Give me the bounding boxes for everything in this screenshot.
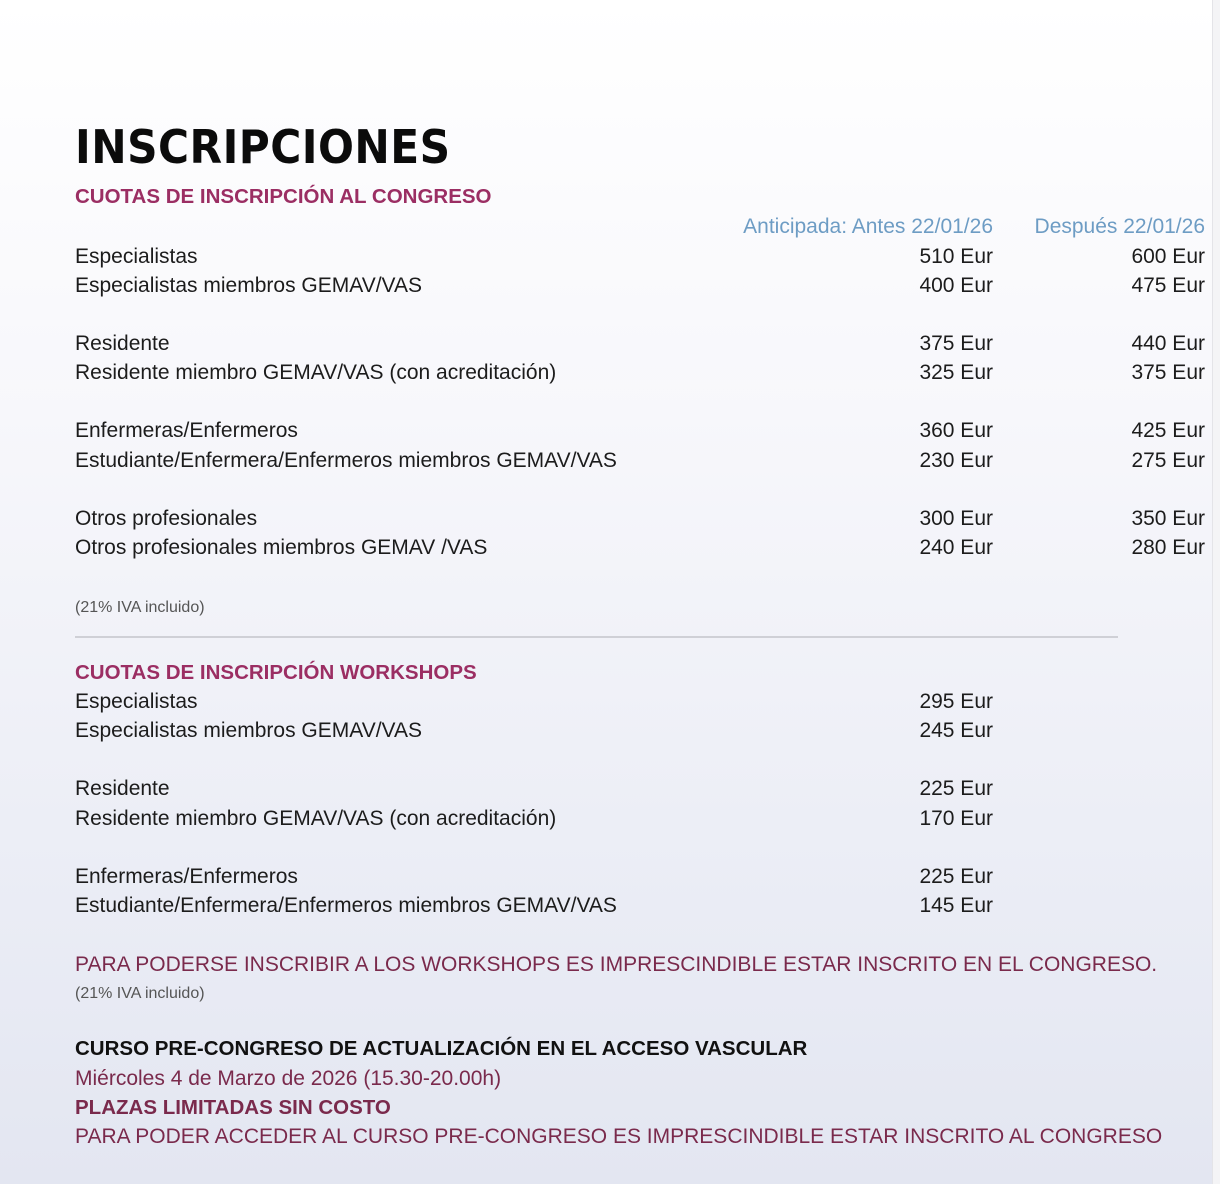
late-price: 600 Eur: [1131, 244, 1205, 268]
table-row: [75, 688, 1205, 717]
table-row: [75, 717, 1205, 746]
row-label: Residente: [75, 777, 170, 801]
workshop-fees-title: CUOTAS DE INSCRIPCIÓN WORKSHOPS: [75, 660, 477, 684]
row-label: Estudiante/Enfermera/Enfermeros miembros GEMAV/VAS: [75, 894, 617, 918]
workshop-price: 145 Eur: [919, 894, 993, 918]
row-label: Especialistas miembros GEMAV/VAS: [75, 719, 422, 743]
row-label: Enfermeras/Enfermeros: [75, 419, 298, 443]
table-row: [75, 329, 1205, 358]
page-edge: [1212, 0, 1220, 1184]
early-column-header: Anticipada: Antes 22/01/26: [743, 215, 993, 238]
page-title: INSCRIPCIONES: [75, 120, 451, 174]
late-price: 375 Eur: [1131, 361, 1205, 385]
workshop-price: 225 Eur: [919, 777, 993, 801]
early-price: 360 Eur: [919, 419, 993, 443]
table-row: [75, 446, 1205, 475]
late-price: 350 Eur: [1131, 506, 1205, 530]
late-price: 275 Eur: [1131, 448, 1205, 472]
early-price: 375 Eur: [919, 331, 993, 355]
section-divider: [75, 636, 1118, 638]
workshop-price: 295 Eur: [919, 690, 993, 714]
table-row: [75, 504, 1205, 533]
table-row: [75, 417, 1205, 446]
workshop-requirement-note: PARA PODERSE INSCRIBIR A LOS WORKSHOPS ES IMPRESCINDIBLE ESTAR INSCRITO EN EL CONGRESO.: [75, 952, 1158, 976]
table-row: [75, 359, 1205, 388]
course-date: Miércoles 4 de Marzo de 2026 (15.30-20.00h): [75, 1066, 502, 1090]
workshop-iva-note: (21% IVA incluido): [75, 984, 205, 1002]
early-price: 510 Eur: [919, 244, 993, 268]
workshop-price: 225 Eur: [919, 864, 993, 888]
row-label: Enfermeras/Enfermeros: [75, 864, 298, 888]
course-requirement-note: PARA PODER ACCEDER AL CURSO PRE-CONGRESO ES IMPRESCINDIBLE ESTAR INSCRITO AL CONGRESO: [75, 1124, 1163, 1148]
congress-fees-table: [75, 242, 1205, 563]
table-row: [75, 271, 1205, 300]
congress-column-headers: [75, 212, 1205, 242]
table-row: [75, 242, 1205, 271]
early-price: 240 Eur: [919, 535, 993, 559]
early-price: 300 Eur: [919, 506, 993, 530]
workshop-price: 170 Eur: [919, 806, 993, 830]
early-price: 325 Eur: [919, 361, 993, 385]
late-price: 475 Eur: [1131, 273, 1205, 297]
table-row: [75, 862, 1205, 891]
table-row: [75, 891, 1205, 920]
row-label: Otros profesionales: [75, 506, 258, 530]
row-label: Residente: [75, 331, 170, 355]
course-title: CURSO PRE-CONGRESO DE ACTUALIZACIÓN EN EL ACCESO VASCULAR: [75, 1036, 808, 1060]
row-label: Estudiante/Enfermera/Enfermeros miembros GEMAV/VAS: [75, 448, 617, 472]
congress-fees-title: CUOTAS DE INSCRIPCIÓN AL CONGRESO: [75, 185, 492, 208]
workshop-price: 245 Eur: [919, 719, 993, 743]
row-label: Otros profesionales miembros GEMAV /VAS: [75, 535, 488, 559]
workshop-fees-table: [75, 688, 1205, 921]
late-column-header: Después 22/01/26: [1034, 215, 1205, 238]
row-label: Especialistas: [75, 690, 198, 714]
congress-iva-note: (21% IVA incluido): [75, 598, 205, 616]
early-price: 230 Eur: [919, 448, 993, 472]
table-row: [75, 533, 1205, 562]
late-price: 280 Eur: [1131, 535, 1205, 559]
row-label: Especialistas: [75, 244, 198, 268]
course-limited-seats: PLAZAS LIMITADAS SIN COSTO: [75, 1095, 391, 1119]
table-row: [75, 775, 1205, 804]
row-label: Especialistas miembros GEMAV/VAS: [75, 273, 422, 297]
row-label: Residente miembro GEMAV/VAS (con acreditación): [75, 361, 557, 385]
early-price: 400 Eur: [919, 273, 993, 297]
table-row: [75, 804, 1205, 833]
late-price: 440 Eur: [1131, 331, 1205, 355]
registration-content: [75, 118, 1205, 1152]
row-label: Residente miembro GEMAV/VAS (con acreditación): [75, 806, 557, 830]
late-price: 425 Eur: [1131, 419, 1205, 443]
